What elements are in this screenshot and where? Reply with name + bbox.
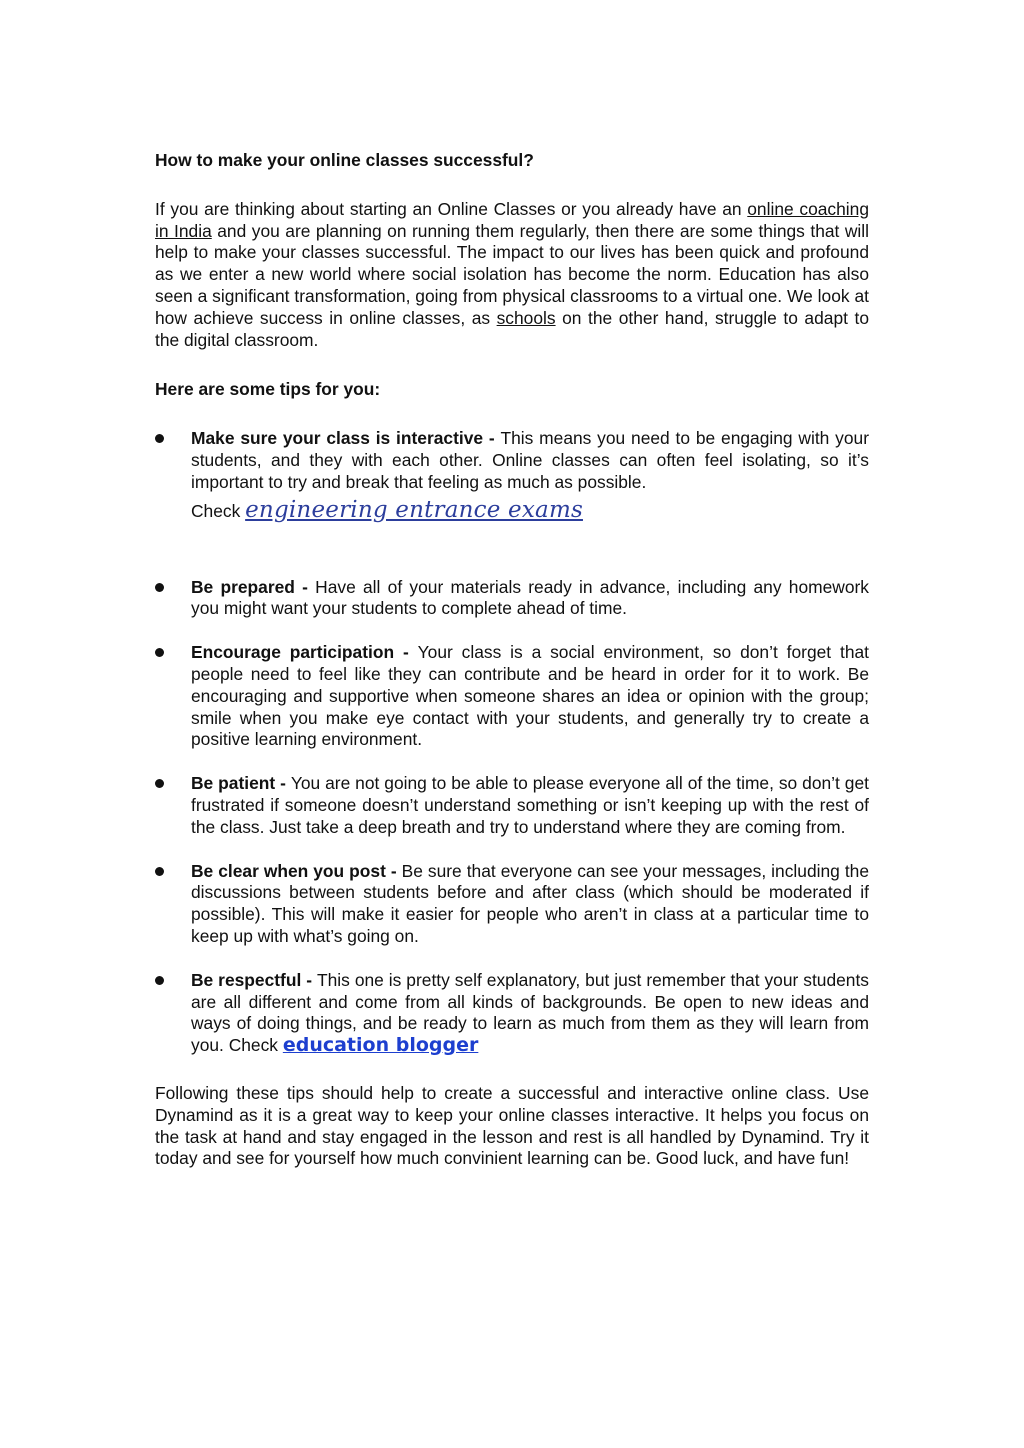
tip-text: Your class is a social environment, so don’t forget that people need to feel like they can contribute and be heard in order for it to work. Be encouraging and supportive when someone shares an idea or opinion with the group; smile when you make eye contact with your students, and generally try to create a positive learning environment. <box>191 642 870 750</box>
bullet-icon <box>155 779 164 788</box>
closing-paragraph: Following these tips should help to create a successful and interactive online class. Use Dynamind as it is a great way to keep your online classes interactive. It helps you focus on the task at hand and stay engaged in the lesson and rest is all handled by Dynamind. Try it today and see for yourself how much convinient learning can be. Good luck, and have fun! <box>155 1082 869 1169</box>
check-label: Check <box>191 500 246 521</box>
bullet-icon <box>155 867 164 876</box>
check-line <box>191 494 869 527</box>
tips-heading: Here are some tips for you: <box>155 379 381 400</box>
tips-list <box>155 428 869 1057</box>
list-item <box>155 428 869 526</box>
bullet-icon <box>155 583 164 592</box>
education-blogger-link[interactable]: education blogger <box>282 1034 479 1057</box>
tip-heading: Be respectful - <box>191 969 318 990</box>
document-title: How to make your online classes successful? <box>155 150 534 170</box>
document-page <box>155 150 869 1170</box>
intro-text-3: on the other hand, struggle to adapt to the digital classroom. <box>155 307 869 350</box>
engineering-entrance-exams-link[interactable]: engineering entrance exams <box>245 496 583 523</box>
tip-text: This one is pretty self explanatory, but just remember that your students are all different and come from all kinds of backgrounds. Be open to new ideas and ways of doing things, and be ready to learn as much from them as they will learn from you. Check <box>191 969 870 1056</box>
list-item <box>155 773 869 838</box>
tip-heading: Make sure your class is interactive - <box>191 428 501 449</box>
intro-text-1: If you are thinking about starting an Online Classes or you already have an <box>155 198 748 219</box>
bullet-icon <box>155 648 164 657</box>
online-coaching-link[interactable]: online coaching in India <box>155 198 869 241</box>
tip-text: Be sure that everyone can see your messages, including the discussions between students before and after class (which should be moderated if possible). This will make it easier for people who aren’t in class at a particular time to keep up with what’s going on. <box>191 860 869 946</box>
schools-link[interactable]: schools <box>496 307 556 328</box>
list-item <box>155 861 869 948</box>
intro-paragraph <box>155 199 869 352</box>
tip-heading: Encourage participation - <box>191 642 418 663</box>
list-item <box>155 970 869 1057</box>
tip-text: You are not going to be able to please everyone all of the time, so don’t get frustrated if someone doesn’t understand something or isn’t keeping up with the rest of the class. Just take a deep breath and try to understand where they are coming from. <box>191 773 869 837</box>
bullet-icon <box>155 976 164 985</box>
tip-heading: Be prepared - <box>191 576 316 597</box>
tip-text: This means you need to be engaging with your students, and they with each other. Online classes can often feel isolating, so it’s important to try and break that feeling as much as possible. <box>191 428 869 492</box>
list-item <box>155 577 869 621</box>
tip-heading: Be patient - <box>191 773 291 794</box>
tip-heading: Be clear when you post - <box>191 860 402 881</box>
bullet-icon <box>155 434 164 443</box>
list-item <box>155 642 869 751</box>
tip-text: Have all of your materials ready in advance, including any homework you might want your students to complete ahead of time. <box>191 576 870 619</box>
intro-text-2: and you are planning on running them regularly, then there are some things that will help to make your classes successful. The impact to our lives has been quick and profound as we enter a new world where social isolation has become the norm. Education has also seen a significant transformation, going from physical classrooms to a virtual one. We look at how achieve success in online classes, as <box>155 220 870 328</box>
